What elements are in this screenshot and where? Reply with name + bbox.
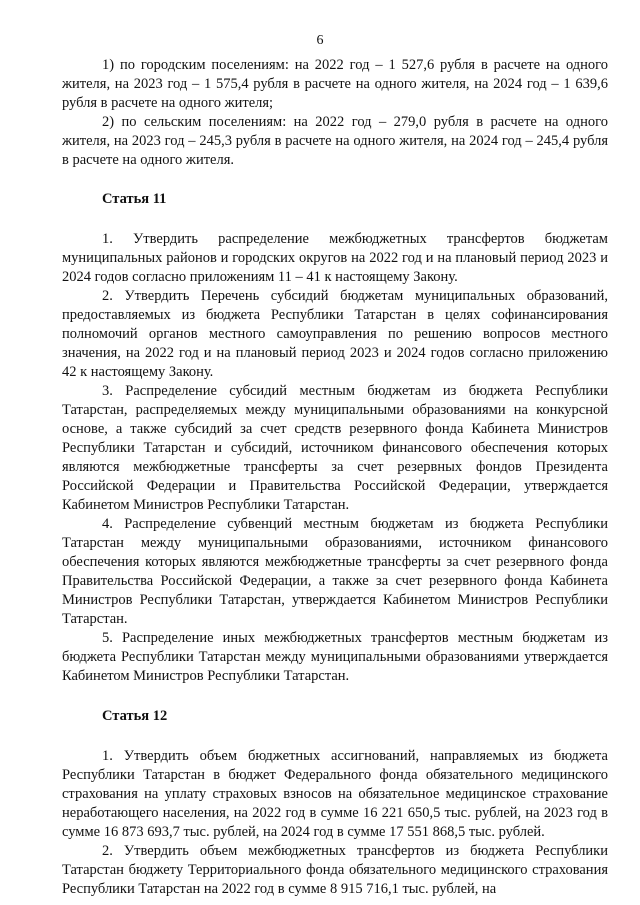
page-number: 6 xyxy=(316,33,324,48)
article-11-paragraph-3: 3. Распределение субсидий местным бюджетам из бюджета Республики Татарстан, распределяемых между муниципальными образованиями на конкурсной основе, а также субсидий за счет средств резервного фонда Кабинета Министров Республики Татарстан и субсидий, источником финансового обеспечения которых являются межбюджетные трансферты за счет резервных фондов Президента Российской Федерации и Правительства Российской Федерации, утверждается Кабинетом Министров Республики Татарстан. xyxy=(62,383,608,513)
document-body xyxy=(62,56,608,899)
intro-item-2: 2) по сельским поселениям: на 2022 год – 279,0 рубля в расчете на одного жителя, на 2023 год – 245,3 рубля в расчете на одного жителя, на 2024 год – 245,4 рубля в расчете на одного жителя. xyxy=(62,114,608,168)
article-11-heading: Статья 11 xyxy=(102,191,167,207)
intro-item-1: 1) по городским поселениям: на 2022 год – 1 527,6 рубля в расчете на одного жителя, на 2023 год – 1 575,4 рубля в расчете на одного жителя, на 2024 год – 1 639,6 рубля в расчете на одного жителя; xyxy=(62,57,608,111)
article-11-paragraph-1: 1. Утвердить распределение межбюджетных трансфертов бюджетам муниципальных районов и городских округов на 2022 год и на плановый период 2023 и 2024 годов согласно приложениям 11 – 41 к настоящему Закону. xyxy=(62,231,608,285)
article-12-heading: Статья 12 xyxy=(102,708,168,724)
article-11-paragraph-2: 2. Утвердить Перечень субсидий бюджетам муниципальных образований, предоставляемых из бюджета Республики Татарстан в целях софинансирования полномочий органов местного самоуправления по решению вопросов местного значения, на 2022 год и на плановый период 2023 и 2024 годов согласно приложению 42 к настоящему Закону. xyxy=(62,288,608,380)
article-11-paragraph-5: 5. Распределение иных межбюджетных трансфертов местным бюджетам из бюджета Республики Татарстан между муниципальными образованиями утверждается Кабинетом Министров Республики Татарстан. xyxy=(62,630,608,684)
article-12-paragraph-1: 1. Утвердить объем бюджетных ассигнований, направляемых из бюджета Республики Татарстан в бюджет Федерального фонда обязательного медицинского страхования на уплату страховых взносов на обязательное медицинское страхование неработающего населения, на 2022 год в сумме 16 221 650,5 тыс. рублей, на 2023 год в сумме 16 873 693,7 тыс. рублей, на 2024 год в сумме 17 551 868,5 тыс. рублей. xyxy=(62,748,608,840)
article-11-paragraph-4: 4. Распределение субвенций местным бюджетам из бюджета Республики Татарстан между муниципальными образованиями, источником финансового обеспечения которых являются межбюджетные трансферты за счет резервного фонда Правительства Российской Федерации, а также за счет резервного фонда Кабинета Министров Республики Татарстан, утверждается Кабинетом Министров Республики Татарстан. xyxy=(62,516,608,627)
article-12-paragraph-2: 2. Утвердить объем межбюджетных трансфертов из бюджета Республики Татарстан бюджету Территориального фонда обязательного медицинского страхования Республики Татарстан на 2022 год в сумме 8 915 716,1 тыс. рублей, на xyxy=(62,843,608,897)
